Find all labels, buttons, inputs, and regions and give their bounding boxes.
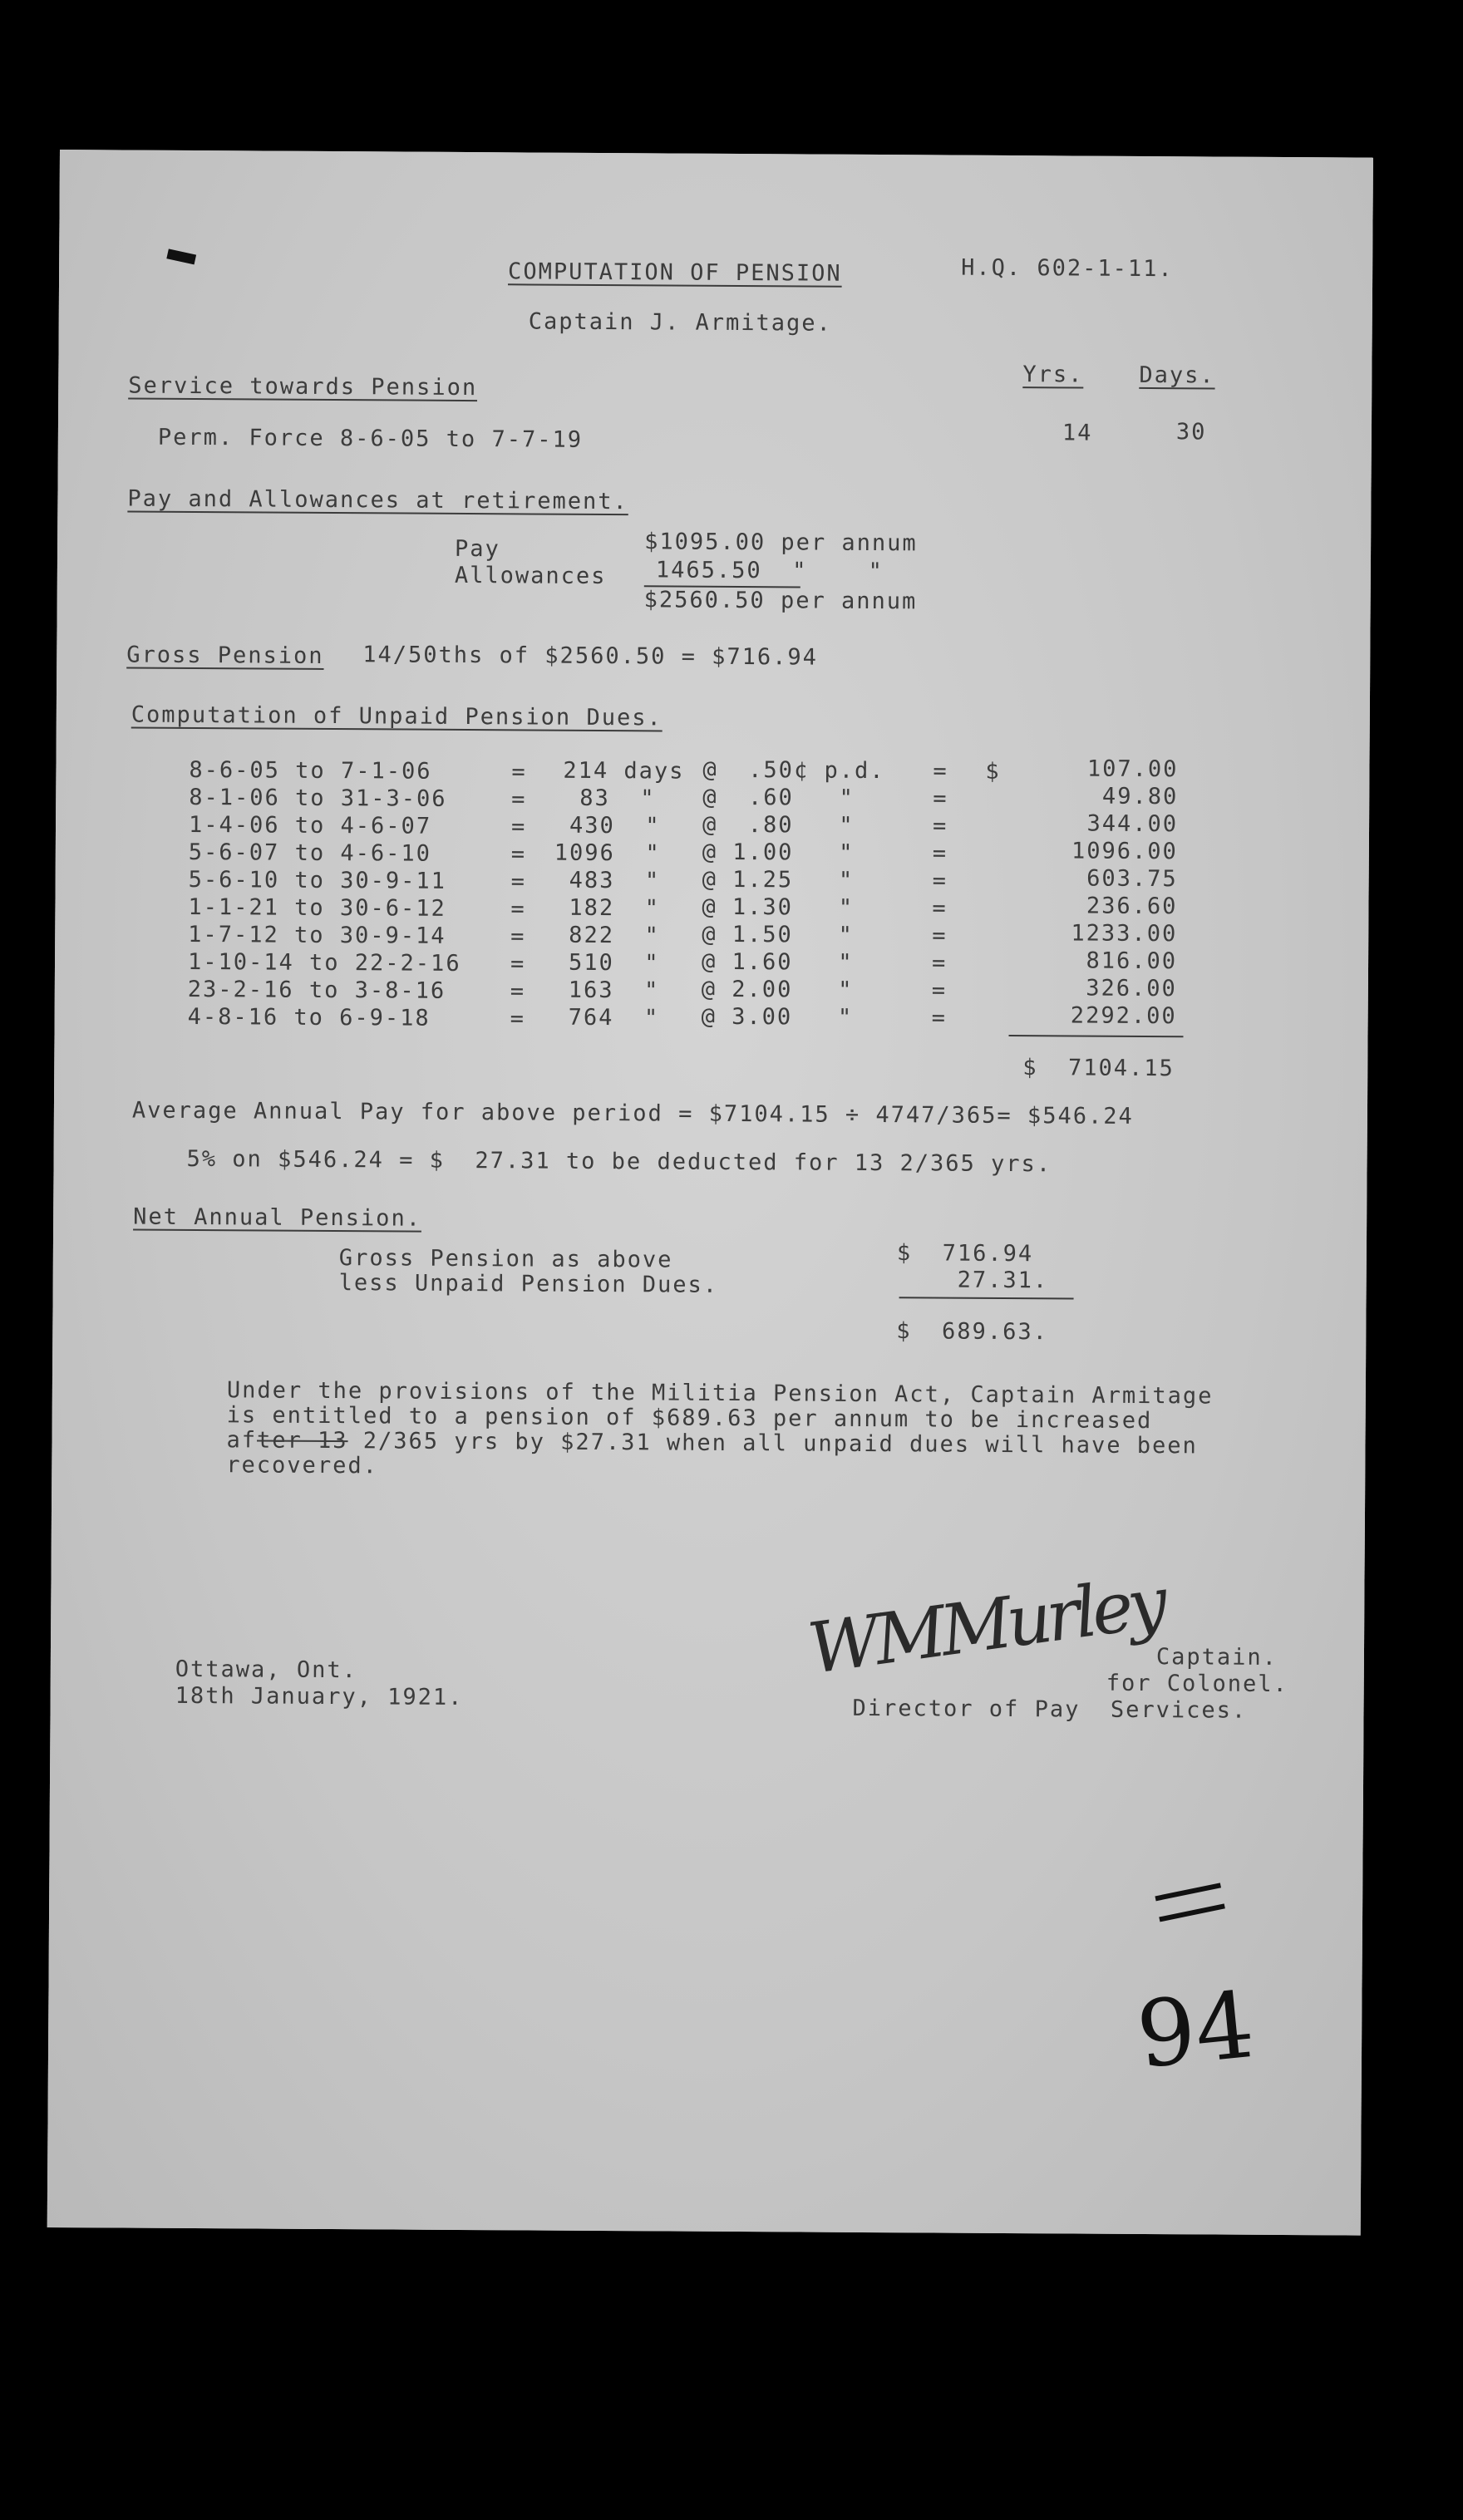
row-equals-2: = (932, 813, 948, 839)
row-amount: 2292.00 (1070, 1002, 1177, 1030)
row-days: 1096 " (554, 839, 661, 867)
row-rate: @ .50¢ p.d. (702, 756, 885, 785)
row-amount: 326.00 (1086, 975, 1177, 1002)
row-rate: @ 2.00 " (701, 976, 854, 1003)
row-period: 5-6-10 to 30-9-11 (188, 866, 447, 894)
row-rate: @ 3.00 " (701, 1003, 854, 1031)
row-days: 83 " (579, 785, 656, 812)
service-days: 30 (1175, 419, 1207, 445)
row-equals: = (511, 786, 527, 813)
service-years: 14 (1062, 420, 1093, 446)
ink-mark (166, 249, 196, 264)
subject-name: Captain J. Armitage. (528, 308, 832, 337)
row-equals: = (510, 869, 526, 895)
row-days: 764 " (568, 1004, 660, 1031)
provision-line-1: Under the provisions of the Militia Pension Act, Captain Armitage (226, 1377, 1214, 1410)
row-equals-2: = (932, 840, 948, 867)
allowances-value: 1465.50 " " (655, 557, 884, 585)
row-equals-2: = (931, 977, 948, 1004)
net-gross-value: $ 716.94 (896, 1240, 1034, 1267)
page-number: 94 (1132, 1971, 1259, 2089)
row-rate: @ 1.30 " (702, 893, 855, 921)
handwritten-dash-mark-2 (1159, 1903, 1225, 1922)
years-column-header: Yrs. (1022, 362, 1084, 388)
file-reference: H.Q. 602-1-11. (961, 254, 1174, 283)
row-period: 5-6-07 to 4-6-10 (188, 839, 432, 867)
provision-line-2: is entitled to a pension of $689.63 per annum to be increased (226, 1402, 1153, 1435)
signatory-for: for Colonel. (1106, 1670, 1288, 1698)
row-equals: = (510, 841, 527, 868)
row-equals-2: = (932, 923, 948, 949)
row-rate: @ 1.00 " (702, 839, 855, 866)
row-equals: = (510, 951, 526, 977)
dues-heading: Computation of Unpaid Pension Dues. (131, 701, 663, 731)
document-page (47, 150, 1373, 2236)
document-title: COMPUTATION OF PENSION (508, 258, 842, 287)
row-period: 4-8-16 to 6-9-18 (187, 1003, 431, 1031)
row-amount: 816.00 (1086, 947, 1178, 975)
row-dollar: $ (985, 758, 1001, 785)
deduction-line: 5% on $546.24 = $ 27.31 to be deducted for 13 2/365 yrs. (186, 1145, 1052, 1178)
days-column-header: Days. (1139, 362, 1215, 389)
row-amount: 49.80 (1101, 783, 1179, 810)
row-equals-2: = (933, 785, 948, 812)
place: Ottawa, Ont. (175, 1656, 358, 1684)
row-equals-2: = (931, 950, 948, 977)
row-amount: 1233.00 (1071, 920, 1178, 947)
row-amount: 236.60 (1086, 893, 1178, 920)
row-equals-2: = (932, 868, 948, 894)
net-pension-value: $ 689.63. (896, 1318, 1048, 1346)
row-equals-2: = (933, 758, 948, 785)
row-equals: = (510, 978, 526, 1005)
row-rate: @ .80 " (702, 811, 855, 839)
row-amount: 107.00 (1086, 756, 1179, 783)
net-sum-rule (899, 1297, 1074, 1299)
row-equals: = (510, 1006, 525, 1032)
row-equals: = (510, 814, 527, 840)
row-days: 214 days (563, 757, 685, 785)
gross-pension-computation: 14/50ths of $2560.50 = $716.94 (362, 642, 819, 671)
service-heading: Service towards Pension (128, 372, 478, 401)
handwritten-dash-mark (1155, 1883, 1221, 1901)
row-rate: @ 1.60 " (701, 948, 854, 976)
row-rate: @ .60 " (702, 784, 855, 811)
signatory-office: Director of Pay Services. (852, 1695, 1248, 1724)
row-equals: = (510, 896, 526, 923)
pay-label: Pay (454, 535, 500, 563)
row-days: 510 " (568, 949, 660, 977)
gross-pension-label: Gross Pension (126, 642, 324, 669)
pay-heading: Pay and Allowances at retirement. (127, 485, 628, 515)
dues-total: $ 7104.15 (1022, 1055, 1175, 1082)
allowances-label: Allowances (454, 562, 607, 590)
net-pension-heading: Net Annual Pension. (133, 1203, 422, 1232)
row-rate: @ 1.25 " (702, 866, 855, 893)
row-equals: = (511, 759, 527, 785)
row-equals: = (510, 923, 526, 950)
net-less-value: 27.31. (957, 1267, 1049, 1294)
row-amount: 344.00 (1086, 810, 1179, 838)
pay-total: $2560.50 per annum (643, 587, 918, 615)
signature: WMMurley (803, 1561, 1168, 1690)
row-days: 163 " (568, 977, 660, 1004)
provision-line-4: recovered. (226, 1452, 378, 1479)
service-line: Perm. Force 8-6-05 to 7-7-19 (157, 424, 584, 453)
row-days: 483 " (569, 867, 661, 894)
date: 18th January, 1921. (175, 1682, 464, 1711)
row-period: 23-2-16 to 3-8-16 (187, 976, 446, 1004)
row-days: 182 " (569, 894, 661, 922)
row-period: 8-6-05 to 7-1-06 (189, 756, 432, 785)
row-equals-2: = (931, 1005, 947, 1031)
row-period: 8-1-06 to 31-3-06 (189, 784, 447, 812)
row-period: 1-1-21 to 30-6-12 (188, 893, 446, 922)
pay-value: $1095.00 per annum (644, 529, 918, 557)
row-period: 1-4-06 to 4-6-07 (188, 811, 432, 839)
average-pay-line: Average Annual Pay for above period = $7104.15 ÷ 4747/365= $546.24 (131, 1097, 1134, 1130)
dues-sum-rule (1009, 1035, 1184, 1037)
row-rate: @ 1.50 " (702, 921, 854, 948)
net-gross-label: Gross Pension as above (338, 1245, 673, 1273)
row-equals-2: = (932, 895, 948, 922)
row-amount: 1096.00 (1071, 838, 1178, 865)
row-days: 822 " (569, 922, 660, 949)
provision-line-3-start: af (226, 1427, 258, 1454)
provision-struck-text: ter 13 (256, 1427, 348, 1454)
provision-line-3-end: 2/365 yrs by $27.31 when all unpaid dues will have been (347, 1428, 1198, 1459)
row-days: 430 " (569, 812, 661, 839)
net-less-label: less Unpaid Pension Dues. (338, 1270, 719, 1298)
row-period: 1-10-14 to 22-2-16 (187, 948, 461, 977)
row-period: 1-7-12 to 30-9-14 (188, 921, 446, 949)
signatory-rank: Captain. (1155, 1644, 1278, 1671)
row-amount: 603.75 (1086, 865, 1178, 893)
